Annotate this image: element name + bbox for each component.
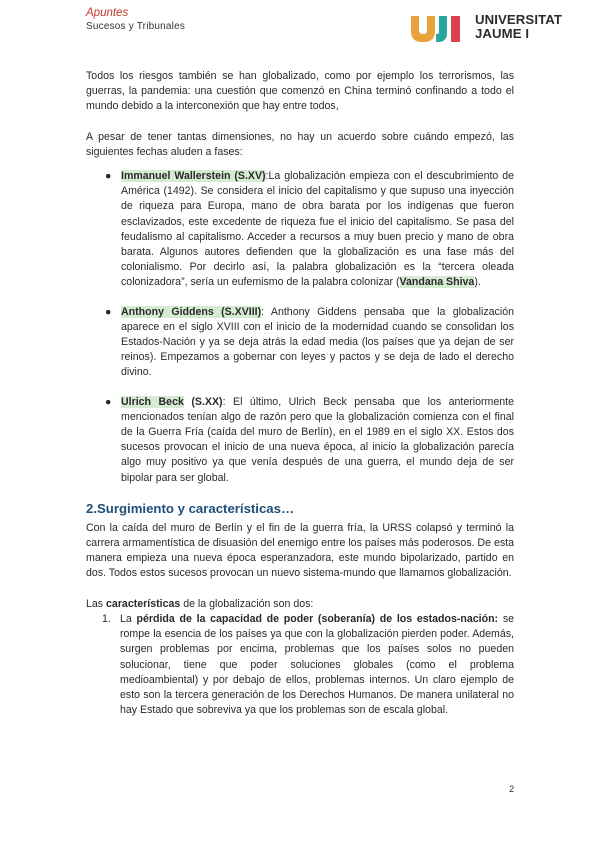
document-body	[86, 69, 514, 718]
text-run: de la globalización son dos:	[180, 597, 314, 610]
section-heading: 2.Surgimiento y características…	[86, 500, 295, 516]
logo-line-1: UNIVERSITAT	[475, 12, 563, 27]
list-item	[86, 305, 514, 381]
uji-logo-icon	[409, 12, 469, 42]
section-paragraph-2	[86, 597, 514, 612]
list-item-text: : El último, Ulrich Beck pensaba que los anteriormente mencionados tenían algo de razón pero que la globalización comienza con el final de la Guerra Fría (caída del muro de Berlín), en el 1989 en el siglo XX. Estos dos sucesos provocan el inicio de una nueva época, al inicio la globalización parecía algo muy positivo ya que venía después de una guerra, el mundo deja de ser bipolar para ser global.	[121, 395, 515, 484]
header-subtitle: Sucesos y Tribunales	[86, 21, 186, 32]
author-reference: Vandana Shiva	[399, 276, 475, 289]
bullet-icon: ●	[105, 395, 112, 408]
list-item	[86, 612, 514, 718]
logo-wordmark	[475, 13, 562, 40]
author-name: Immanuel Wallerstein	[121, 170, 231, 183]
list-item-text: se rompe la esencia de los países ya que con la globalización pierden poder. Además, surgen problemas por encima, problemas que los países solos no pueden solucionar, tiene que poder soluciones globales (como el problema medioambiental) y por debajo de ellos, problemas internos. Un claro ejemplo de esto son la tercera generación de los Derechos Humanos. De manera unilateral no hay Estado que sobreviva ya que los problemas son de escala global.	[120, 612, 515, 717]
author-century: (S.XVIII)	[213, 305, 262, 318]
bullet-icon: ●	[105, 170, 112, 183]
logo-line-2: JAUME I	[475, 25, 530, 41]
bold-term: características	[106, 597, 181, 610]
list-number: 1.	[102, 612, 111, 625]
list-item-text: : Anthony Giddens pensaba que la globalización aparece en el siglo XVIII con el inicio de la modernidad cuando se consolidan los Estados-Nación y ya se deja atrás la edad media (los países que ya dejan de ser reinos). Empezamos a gobernar con leyes y pactos y se deja de lado el derecho divino.	[121, 305, 514, 379]
author-century: (S.XV)	[230, 170, 266, 183]
text-run: Las	[86, 597, 107, 610]
intro-paragraph-1: Todos los riesgos también se han globalizado, como por ejemplo los terrorismos, las guerras, la pandemia: una cuestión que comenzó en China terminó confinando a todo el mundo debido a la interconexión que hay entre todos,	[86, 70, 514, 113]
page-number: 2	[509, 784, 515, 795]
author-name: Ulrich Beck	[121, 395, 184, 408]
page-header	[86, 7, 185, 32]
list-item	[86, 169, 514, 291]
phases-list	[86, 169, 514, 486]
characteristics-list	[86, 612, 514, 718]
text-run: La	[120, 612, 137, 625]
intro-paragraph-2: A pesar de tener tantas dimensiones, no hay un acuerdo sobre cuándo empezó, las siguientes fechas aluden a fases:	[86, 130, 514, 158]
list-item	[86, 395, 514, 486]
author-century: (S.XX)	[183, 395, 223, 408]
list-item-text: :La globalización empieza con el descubrimiento de América (1492). Se considera el inicio del capitalismo y que supuso una inyección de riqueza para Europa, mano de obra barata por los indígenas que fueron esclavizados, este excedente de riqueza fue el inicio del capitalismo. Se pasa del feudalismo al capitalismo. Acceder a recursos a muy buen precio y mano de obra barata. Algunos autores defienden que la globalización es una fase más del colonialismo. Por decirlo así, la palabra globalización es la “tercera oleada colonizadora”, sería un eufemismo de la palabra colonizar (	[121, 170, 514, 289]
bullet-icon: ●	[105, 305, 112, 318]
section-paragraph-1: Con la caída del muro de Berlín y el fin de la guerra fría, la URSS colapsó y terminó la carrera armamentística de disuasión del enemigo entre los países más poderosos. De esta manera empieza una nueva época esperanzadora, este mundo bipolarizado, partido en dos. Todos estos sucesos provocan un nuevo sistema-mundo que llamamos globalización.	[86, 521, 514, 580]
bold-term: pérdida de la capacidad de poder (soberanía) de los estados-nación:	[136, 612, 499, 625]
author-name: Anthony Giddens	[121, 305, 214, 318]
list-item-tail: ).	[474, 276, 481, 289]
university-logo	[409, 12, 574, 42]
header-title: Apuntes	[86, 7, 129, 19]
